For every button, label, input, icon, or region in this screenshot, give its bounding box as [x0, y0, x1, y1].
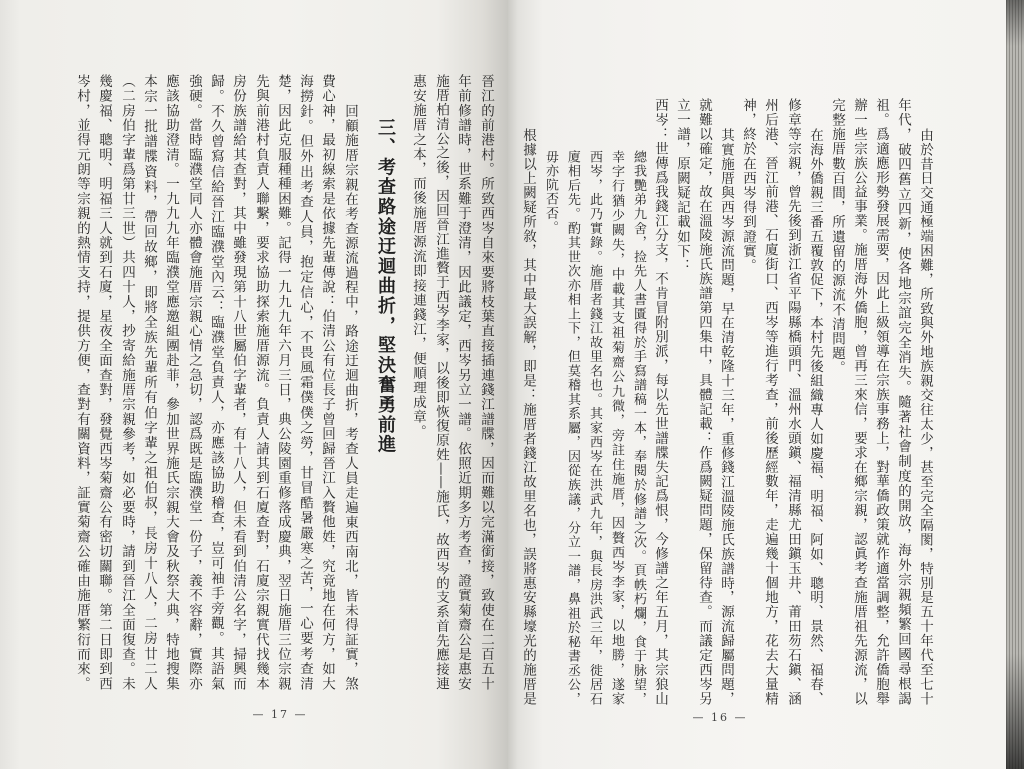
- text-column: 神，終於在西岑得到證實。: [740, 98, 756, 274]
- text-column: 岑村，並得元朗等宗親的熱情支持，提供方便，查對有關資料，証實菊齋公確由施厝繁衍而來。: [74, 74, 90, 690]
- quote-column: 毋亦阬否否。: [543, 150, 558, 235]
- text-column: 強硬。當時臨濮堂同人亦體會施厝宗親心情之急切，認爲既是臨濮堂一份子，義不容辭，實際亦: [186, 74, 202, 690]
- section-heading: 三、考查路途迂迴曲折，堅決奮勇前進: [375, 118, 396, 455]
- text-column: 惠安施厝之本，而後施厝源流即接連錢江，便順理成章。: [410, 74, 426, 439]
- text-column: 房份族譜給其查對，其中雖發現第十八世屬伯字輩者，有十八人，但未看到伯清公名字，掃興而: [230, 74, 246, 690]
- text-column: 施厝柏清公之後，因回晉江進贅于西岑李家，以後即恢復原姓——施氏，故西岑的支系首先應接連: [433, 74, 449, 690]
- text-column: 立一譜，原闕疑記載如下：: [674, 98, 690, 274]
- text-column: 州后港、晉江前港、石廈街口、西岑等進行考查，前後歷經數年，走遍幾十個地方，花去大量精: [762, 98, 778, 705]
- text-column: 由於昔日交通極端困難，所致與外地族親交往太少，甚至完全隔閡，特別是五十年代至七十: [917, 128, 933, 705]
- text-column: 晉江的前港村。所致西岑自來要將枝葉直接插連錢江譜牒，因而難以完滿銜接，致使在二百五十: [478, 74, 494, 690]
- text-column: 年代，破四舊立四新，使各地宗誼完全消失。隨著社會制度的開放，海外宗親頻繁回國尋根謁: [895, 98, 911, 705]
- text-column: 楚，因此克服種種困難。記得一九九九年六月三日，典公陵園重修落成慶典，翌日施厝三位宗親: [275, 74, 291, 690]
- text-column: 本宗一批譜牒資料，帶回故鄉，即將全族先輩所有伯字輩之祖伯叔，長房十八人，二房廿二人: [141, 74, 157, 690]
- text-column: 修章等宗親，曾先後到浙江省平陽縣橋頭門、溫州水頭鎭、福清縣尤田鎭玉井、莆田芴石鎭、涵: [785, 98, 801, 705]
- quote-column: 廈相后先。酌其世次亦相上下，但莫稽其系屬，因從族議，分立一譜，鼻祖於秘書丞公，: [565, 150, 580, 705]
- text-column: 應該協助澄清。一九九九年臨濮堂應邀組團赴菲，參加世界施氏宗親大會及秋祭大典，特地搜集: [163, 74, 179, 690]
- text-column: 歸。不久曾寫信給晉江臨濮堂內云：臨濮堂負責人，亦應該協助稽查，豈可袖手旁觀。其語氣: [208, 74, 224, 690]
- text-column: 辦一些宗族公益事業。施厝海外僑胞，曾再三來信，要求在鄉宗親，認眞考查施厝祖先源流，以: [851, 98, 867, 705]
- text-column: （二房伯字輩爲第廿三世）共四十人，抄寄給施厝宗親參考，如必要時，請到晉江全面復查。未: [119, 74, 135, 690]
- quote-column: 西岑，此乃實錄。施厝者錢江故里名也。其家西岑在洪武九年，與長房洪武三年，徙居石: [587, 150, 602, 705]
- text-column: 幾慶福、聰明、明福三人就到石廈，星夜全面查對，發覺西岑菊齋公有密切關聯。第二日即到西: [96, 74, 112, 690]
- quote-column: 西岑：世傳爲我錢江分支，不肯冒附別派，每以先世譜牒失記爲恨，今修譜之年五月，其宗狼山: [652, 98, 668, 705]
- text-column: 費心神，最初線索是依據先輩傳說：伯清公有位長子曾回歸晉江入贅他姓，究竟地在何方，如大: [319, 74, 335, 690]
- text-column: 其實施厝與西岑源流問題，早在清乾隆十三年，重修錢江溫陵施氏族譜時，源流歸屬問題，: [718, 128, 734, 705]
- text-column: 回顧施厝宗親在考查源流過程中，路途迂迴曲折，考查人員走遍東西南北，皆未得証實，煞: [342, 104, 358, 690]
- text-column: 年前修譜時，世系難于澄清，因此議定，西岑另立一譜。依照近期多方考查，證實菊齋公是惠安: [455, 74, 471, 690]
- text-column: 祖。爲適應形勢發展需要，因此上級領導在宗族事務上，對華僑政策就作適當調整，允許僑胞舉: [873, 98, 889, 705]
- text-column: 完整施厝數百間，所遺留的源流不清問題。: [829, 98, 845, 376]
- text-column: 海撈針。但外出考查人員，抱定信心，不畏風霜僕僕之勞，甘冒酷暑嚴寒之苦，一心要考查清: [297, 74, 313, 690]
- page-number: — 16 —: [692, 711, 748, 724]
- text-column: 根據以上闕疑所敘，其中最大誤解，即是：施厝者錢江故里名也，誤將惠安縣壕光的施厝是: [520, 128, 536, 705]
- quote-column: 總我艷弟九舍，捡先人書匱得於手寫譜稿一本，奉閱於修譜之次。頁帙朽爛，食于脉望，: [631, 150, 646, 705]
- text-column: 先與前港村負責人聯繫，要求協助探索施厝源流。負責人請其到石廈查對，石廈宗親實代找幾本: [253, 74, 269, 690]
- text-column: 在海外僑親三番五覆敦促下，本村先後組織專人如慶福、明福、阿如、聰明、景然、福春、: [807, 128, 823, 705]
- text-column: 就難以確定，故在溫陵施氏族譜第四集中，具體記載：作爲闕疑問題，保留待查。而議定西岑另: [696, 98, 712, 705]
- book-edge: [1006, 0, 1024, 769]
- quote-column: 幸字行猶少闕失，中載其支祖菊齋公九微，旁註住施厝，因贅西岑李家，以地勝，遂家: [609, 150, 624, 705]
- page-number: — 17 —: [252, 708, 308, 721]
